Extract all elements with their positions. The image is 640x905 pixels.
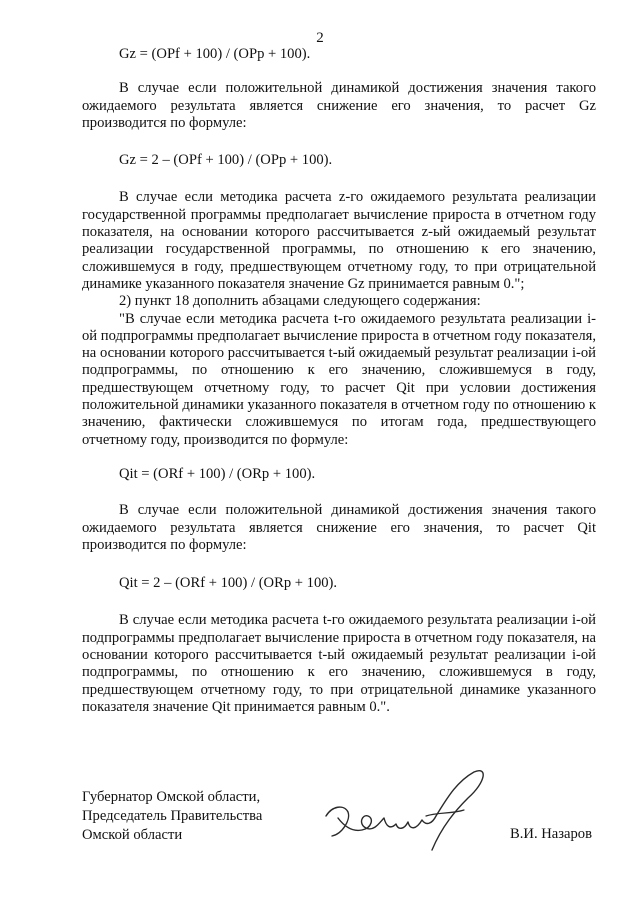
handwritten-signature — [318, 760, 498, 860]
paragraph: 2) пункт 18 дополнить абзацами следующего содержания: — [119, 293, 481, 310]
paragraph: В случае если методика расчета t-го ожидаемого результата реализации i-ой подпрограммы предполагает вычисление прироста в отчетном году показателя, на основании которого рассчитывается t-ый ожидаемый результат реализации i-ой подпрограммы, по отношению к его значению, сложившемуся в году, предшествующем отчетному году, то при отрицательной динамике указанного показателя значение Qit принимается равным 0.". — [82, 612, 596, 715]
signatory-title-line: Омской области — [82, 827, 183, 843]
formula-gz-decrease: Gz = 2 – (OPf + 100) / (OPp + 100). — [119, 152, 333, 169]
formula-qit: Qit = (ORf + 100) / (ORp + 100). — [119, 465, 316, 482]
formula-gz: Gz = (OPf + 100) / (OPp + 100). — [119, 46, 311, 62]
paragraph: В случае если положительной динамикой достижения значения такого ожидаемого результата является снижение его значения, то расчет Gz производится по формуле: — [82, 80, 596, 131]
document-body — [82, 46, 596, 716]
paragraph: В случае если положительной динамикой достижения значения такого ожидаемого результата является снижение его значения, то расчет Qit производится по формуле: — [82, 502, 596, 553]
formula-qit-decrease: Qit = 2 – (ORf + 100) / (ORp + 100). — [119, 575, 338, 592]
signatory-title-line: Губернатор Омской области, — [82, 789, 261, 805]
signatory-title — [82, 788, 262, 845]
paragraph-quote: "В случае если методика расчета t-го ожидаемого результата реализации i-ой подпрограммы предполагает вычисление прироста в отчетном году показателя, на основании которого рассчитывается t-ый ожидаемый результат реализации i-ой подпрограммы, по отношению к его значению, сложившемуся в году, предшествующем отчетному году, то расчет Qit при условии достижения положительной динамики указанного показателя в отчетном году по отношению к значению, фактически сложившемуся по итогам года, предшествующего отчетному году, производится по формуле: — [82, 310, 596, 448]
signatory-title-line: Председатель Правительства — [82, 808, 263, 824]
page-number: 2 — [316, 30, 324, 46]
signatory-name: В.И. Назаров — [510, 826, 592, 842]
paragraph: В случае если методика расчета z-го ожидаемого результата реализации государственной программы предполагает вычисление прироста в отчетном году показателя, на основании которого рассчитывается z-ый ожидаемый результат реализации государственной программы, по отношению к его значению, сложившемуся в году, предшествующем отчетному году, то при отрицательной динамике указанного показателя значение Gz принимается равным 0."; — [82, 189, 596, 292]
